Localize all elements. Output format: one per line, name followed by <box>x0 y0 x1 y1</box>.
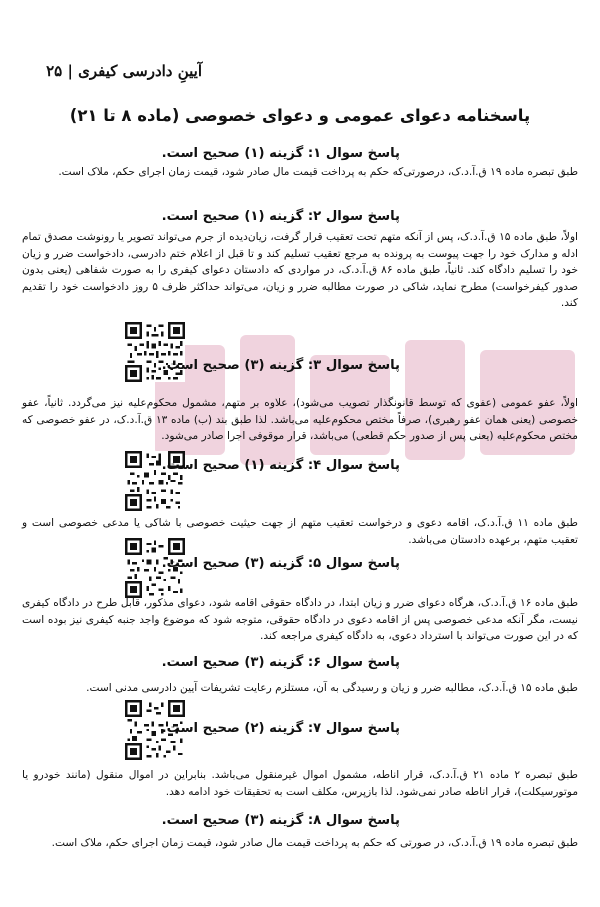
answer-3-text: اولاً، عفو عمومی (عفوی که توسط قانونگذار تصویب می‌شود)، علاوه بر متهم، مشمول محکوم‌علیه نیز می‌گردد. ثانیاً، عفو خصوصی (یعنی همان عفو رهبری)، صرفاً مختص محکوم‌علیه می‌باشد. لذا طبق بند (ب) ماده ۱۳ ق.آ.د.ک، در عفو خصوصی که مختص محکوم‌علیه (یعنی پس از صدور حکم قطعی) می‌باشد، قرار موقوفی اجرا صادر می‌شود. <box>22 397 578 442</box>
answer-6-text: طبق ماده ۱۵ ق.آ.د.ک، مطالبه ضرر و زیان و رسیدگی به آن، مستلزم رعایت تشریفات آیین دادرسی مدنی است. <box>86 682 578 694</box>
answer-3-heading: پاسخ سوال ۳: گزینه (۳) صحیح است. <box>161 358 400 373</box>
page-title: پاسخنامه دعوای عمومی و دعوای خصوصی (ماده ۸ تا ۲۱) <box>69 106 531 125</box>
answer-7-text: طبق تبصره ۲ ماده ۲۱ ق.آ.د.ک، قرار اناطه، مشمول اموال غیرمنقول می‌باشد. بنابراین در اموال منقول (مانند خودرو یا موتورسیکلت)، قرار اناطه صادر نمی‌شود. لذا بازپرس، مکلف است به تحقیقات خود ادامه دهد. <box>22 769 578 798</box>
answer-5-heading: پاسخ سوال ۵: گزینه (۳) صحیح است. <box>161 556 400 571</box>
answer-8-heading: پاسخ سوال ۸: گزینه (۳) صحیح است. <box>161 813 400 828</box>
answer-5-text: طبق ماده ۱۶ ق.آ.د.ک، هرگاه دعوای ضرر و زیان ابتدا، در دادگاه حقوقی اقامه شود، دعوای مذکور، قابل طرح در دادگاه کیفری نیست، مگر آنکه مدعی خصوصی پس از اقامه دعوی در دادگاه حقوقی، متوجه شود که موضوع واجد جنبه کیفری نیز بوده است که در این صورت می‌تواند با استرداد دعوی، به دادگاه کیفری مراجعه کند. <box>22 597 578 642</box>
answer-1-text: طبق تبصره ماده ۱۹ ق.آ.د.ک، درصورتی‌که حکم به پرداخت قیمت مال صادر شود، قیمت زمان اجرای حکم، ملاک است. <box>58 166 578 178</box>
qr-code[interactable] <box>125 322 185 382</box>
answer-2-heading: پاسخ سوال ۲: گزینه (۱) صحیح است. <box>161 209 400 224</box>
running-header: آیینِ دادرسی کیفری | ۲۵ <box>46 62 202 80</box>
answer-4-text: طبق ماده ۱۱ ق.آ.د.ک، اقامه دعوی و درخواست تعقیب متهم از جهت حیثیت خصوصی با شاکی یا مدعی خصوصی است و تعقیب متهم، برعهده دادستان می‌باشد. <box>22 517 578 546</box>
answer-7-heading: پاسخ سوال ۷: گزینه (۲) صحیح است. <box>161 721 400 736</box>
answer-2-text: اولاً، طبق ماده ۱۵ ق.آ.د.ک، پس از آنکه متهم تحت تعقیب قرار گرفت، زیان‌دیده از جرم می‌تواند تصویر یا رونوشت مصدق تمام ادله و مدارک خود را جهت پیوست به پرونده به مرجع تعقیب تسلیم کند و تا قبل از اعلام ختم دادرسی، دادخواست ضرر و زیان خود را تسلیم دادگاه کند. ثانیاً، طبق ماده ۸۶ ق.آ.د.ک، در مواردی که دادستان دعوای کیفری را به صورت شفاهی (یعنی بدون صدور کیفرخواست) مطرح نماید، شاکی در صورت مطالبه ضرر و زیان، می‌تواند حداکثر ظرف ۵ روز دادخواست خود را تقدیم کند. <box>22 231 578 309</box>
answer-6-heading: پاسخ سوال ۶: گزینه (۳) صحیح است. <box>161 655 400 670</box>
answer-1-heading: پاسخ سوال ۱: گزینه (۱) صحیح است. <box>161 146 400 161</box>
answer-8-text: طبق تبصره ماده ۱۹ ق.آ.د.ک، در صورتی که حکم به پرداخت قیمت مال صادر شود، قیمت زمان اجرای حکم، ملاک است. <box>51 837 578 849</box>
answer-4-heading: پاسخ سوال ۴: گزینه (۱) صحیح است. <box>161 458 400 473</box>
